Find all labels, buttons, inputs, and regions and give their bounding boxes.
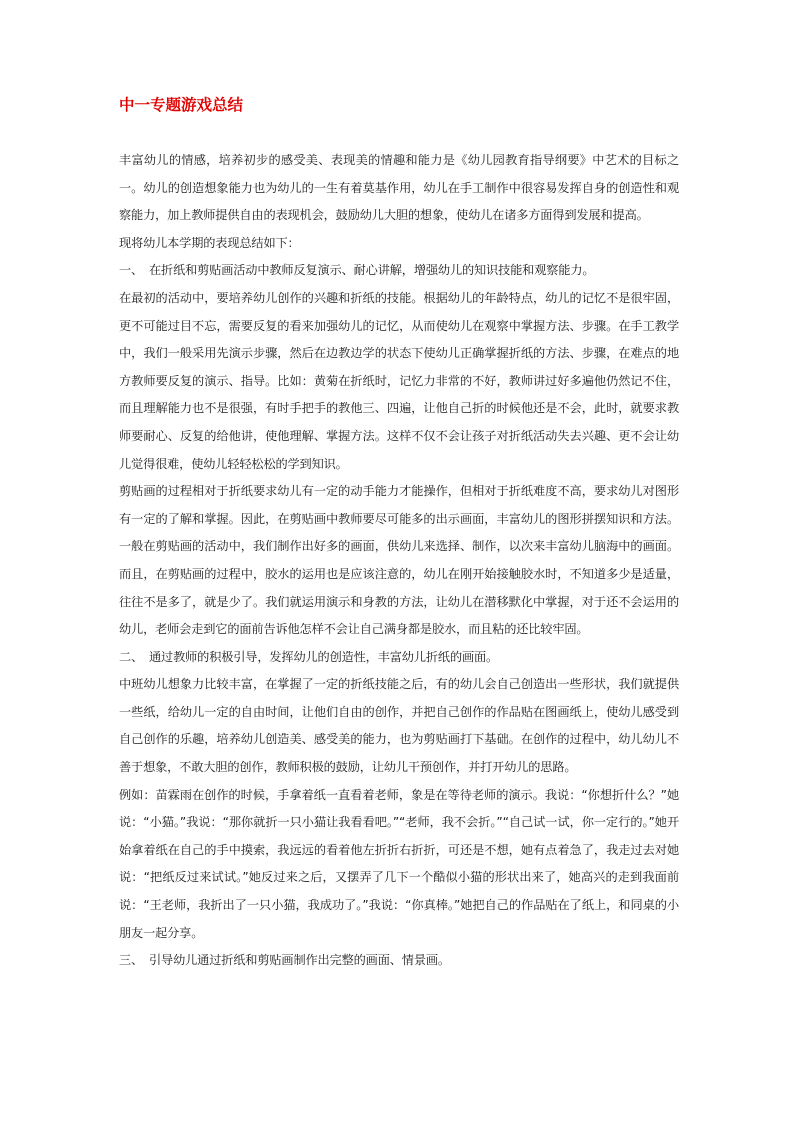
section-heading-1: 一、 在折纸和剪贴画活动中教师反复演示、耐心讲解，增强幼儿的知识技能和观察能力。 [119,263,595,278]
paragraph-summary-lead: 现将幼儿本学期的表现总结如下： [119,235,300,250]
paragraph-collage: 剪贴画的过程相对于折纸要求幼儿有一定的动手能力才能操作，但相对于折纸难度不高，要求幼儿对图形有一定的了解和掌握。因此，在剪贴画中教师要尽可能多的出示画面，丰富幼儿的图形拼摆知识和方法。一般在剪贴画的活动中，我们制作出好多的画面，供幼儿来选择、制作，以次来丰富幼儿脑海中的画面。而且，在剪贴画的过程中，胶水的运用也是应该注意的，幼儿在刚开始接触胶水时，不知道多少是适量，往往不是多了，就是少了。我们就运用演示和身教的方法，让幼儿在潜移默化中掌握，对于还不会运用的幼儿，老师会走到它的面前告诉他怎样不会让自己满身都是胶水，而且粘的还比较牢固。 [119,484,679,637]
document-title: 中一专题游戏总结 [119,95,244,114]
document-page [119,94,679,975]
paragraph-folding: 在最初的活动中，要培养幼儿创作的兴趣和折纸的技能。根据幼儿的年龄特点，幼儿的记忆不是很牢固，更不可能过目不忘，需要反复的看来加强幼儿的记忆，从而使幼儿在观察中掌握方法、步骤。在手工教学中，我们一般采用先演示步骤，然后在边教边学的状态下使幼儿正确掌握折纸的方法、步骤，在难点的地方教师要反复的演示、指导。比如：黄菊在折纸时，记忆力非常的不好，教师讲过好多遍他仍然记不住，而且理解能力也不是很强，有时手把手的教他三、四遍，让他自己折的时候他还是不会，此时，就要求教师要耐心、反复的给他讲，使他理解、掌握方法。这样不仅不会让孩子对折纸活动失去兴趣、更不会让幼儿觉得很难，使幼儿轻轻松松的学到知识。 [119,290,679,471]
paragraph-intro: 丰富幼儿的情感，培养初步的感受美、表现美的情趣和能力是《幼儿园教育指导纲要》中艺术的目标之一。幼儿的创造想象能力也为幼儿的一生有着莫基作用，幼儿在手工制作中很容易发挥自身的创造性和观察能力，加上教师提供自由的表现机会，鼓励幼儿大胆的想象，使幼儿在诸多方面得到发展和提高。 [119,153,679,223]
section-heading-2: 二、 通过教师的积极引导，发挥幼儿的创造性，丰富幼儿折纸的画面。 [119,649,499,664]
paragraph-example: 例如：苗霖雨在创作的时候，手拿着纸一直看着老师，象是在等待老师的演示。我说：“你想折什么？”她说：“小猫。”我说：“那你就折一只小猫让我看看吧。”“老师，我不会折。”“自己试一试，你一定行的。”她开始拿着纸在自己的手中摸索，我远远的看着他左折折右折折，可还是不想，她有点着急了，我走过去对她说：“把纸反过来试试。”她反过来之后，又摆弄了几下一个酷似小猫的形状出来了，她高兴的走到我面前说：“王老师，我折出了一只小猫，我成功了。”我说：“你真棒。”她把自己的作品贴在了纸上，和同桌的小朋友一起分享。 [119,787,679,940]
paragraph-creativity: 中班幼儿想象力比较丰富，在掌握了一定的折纸技能之后，有的幼儿会自己创造出一些形状，我们就提供一些纸，给幼儿一定的自由时间，让他们自由的创作，并把自己创作的作品贴在图画纸上，使幼儿感受到自己创作的乐趣，培养幼儿创造美、感受美的能力，也为剪贴画打下基础。在创作的过程中，幼儿幼儿不善于想象，不敢大胆的创作，教师积极的鼓励，让幼儿干预创作，并打开幼儿的思路。 [119,677,679,775]
section-heading-3: 三、 引导幼儿通过折纸和剪贴画制作出完整的画面、情景画。 [119,953,450,968]
